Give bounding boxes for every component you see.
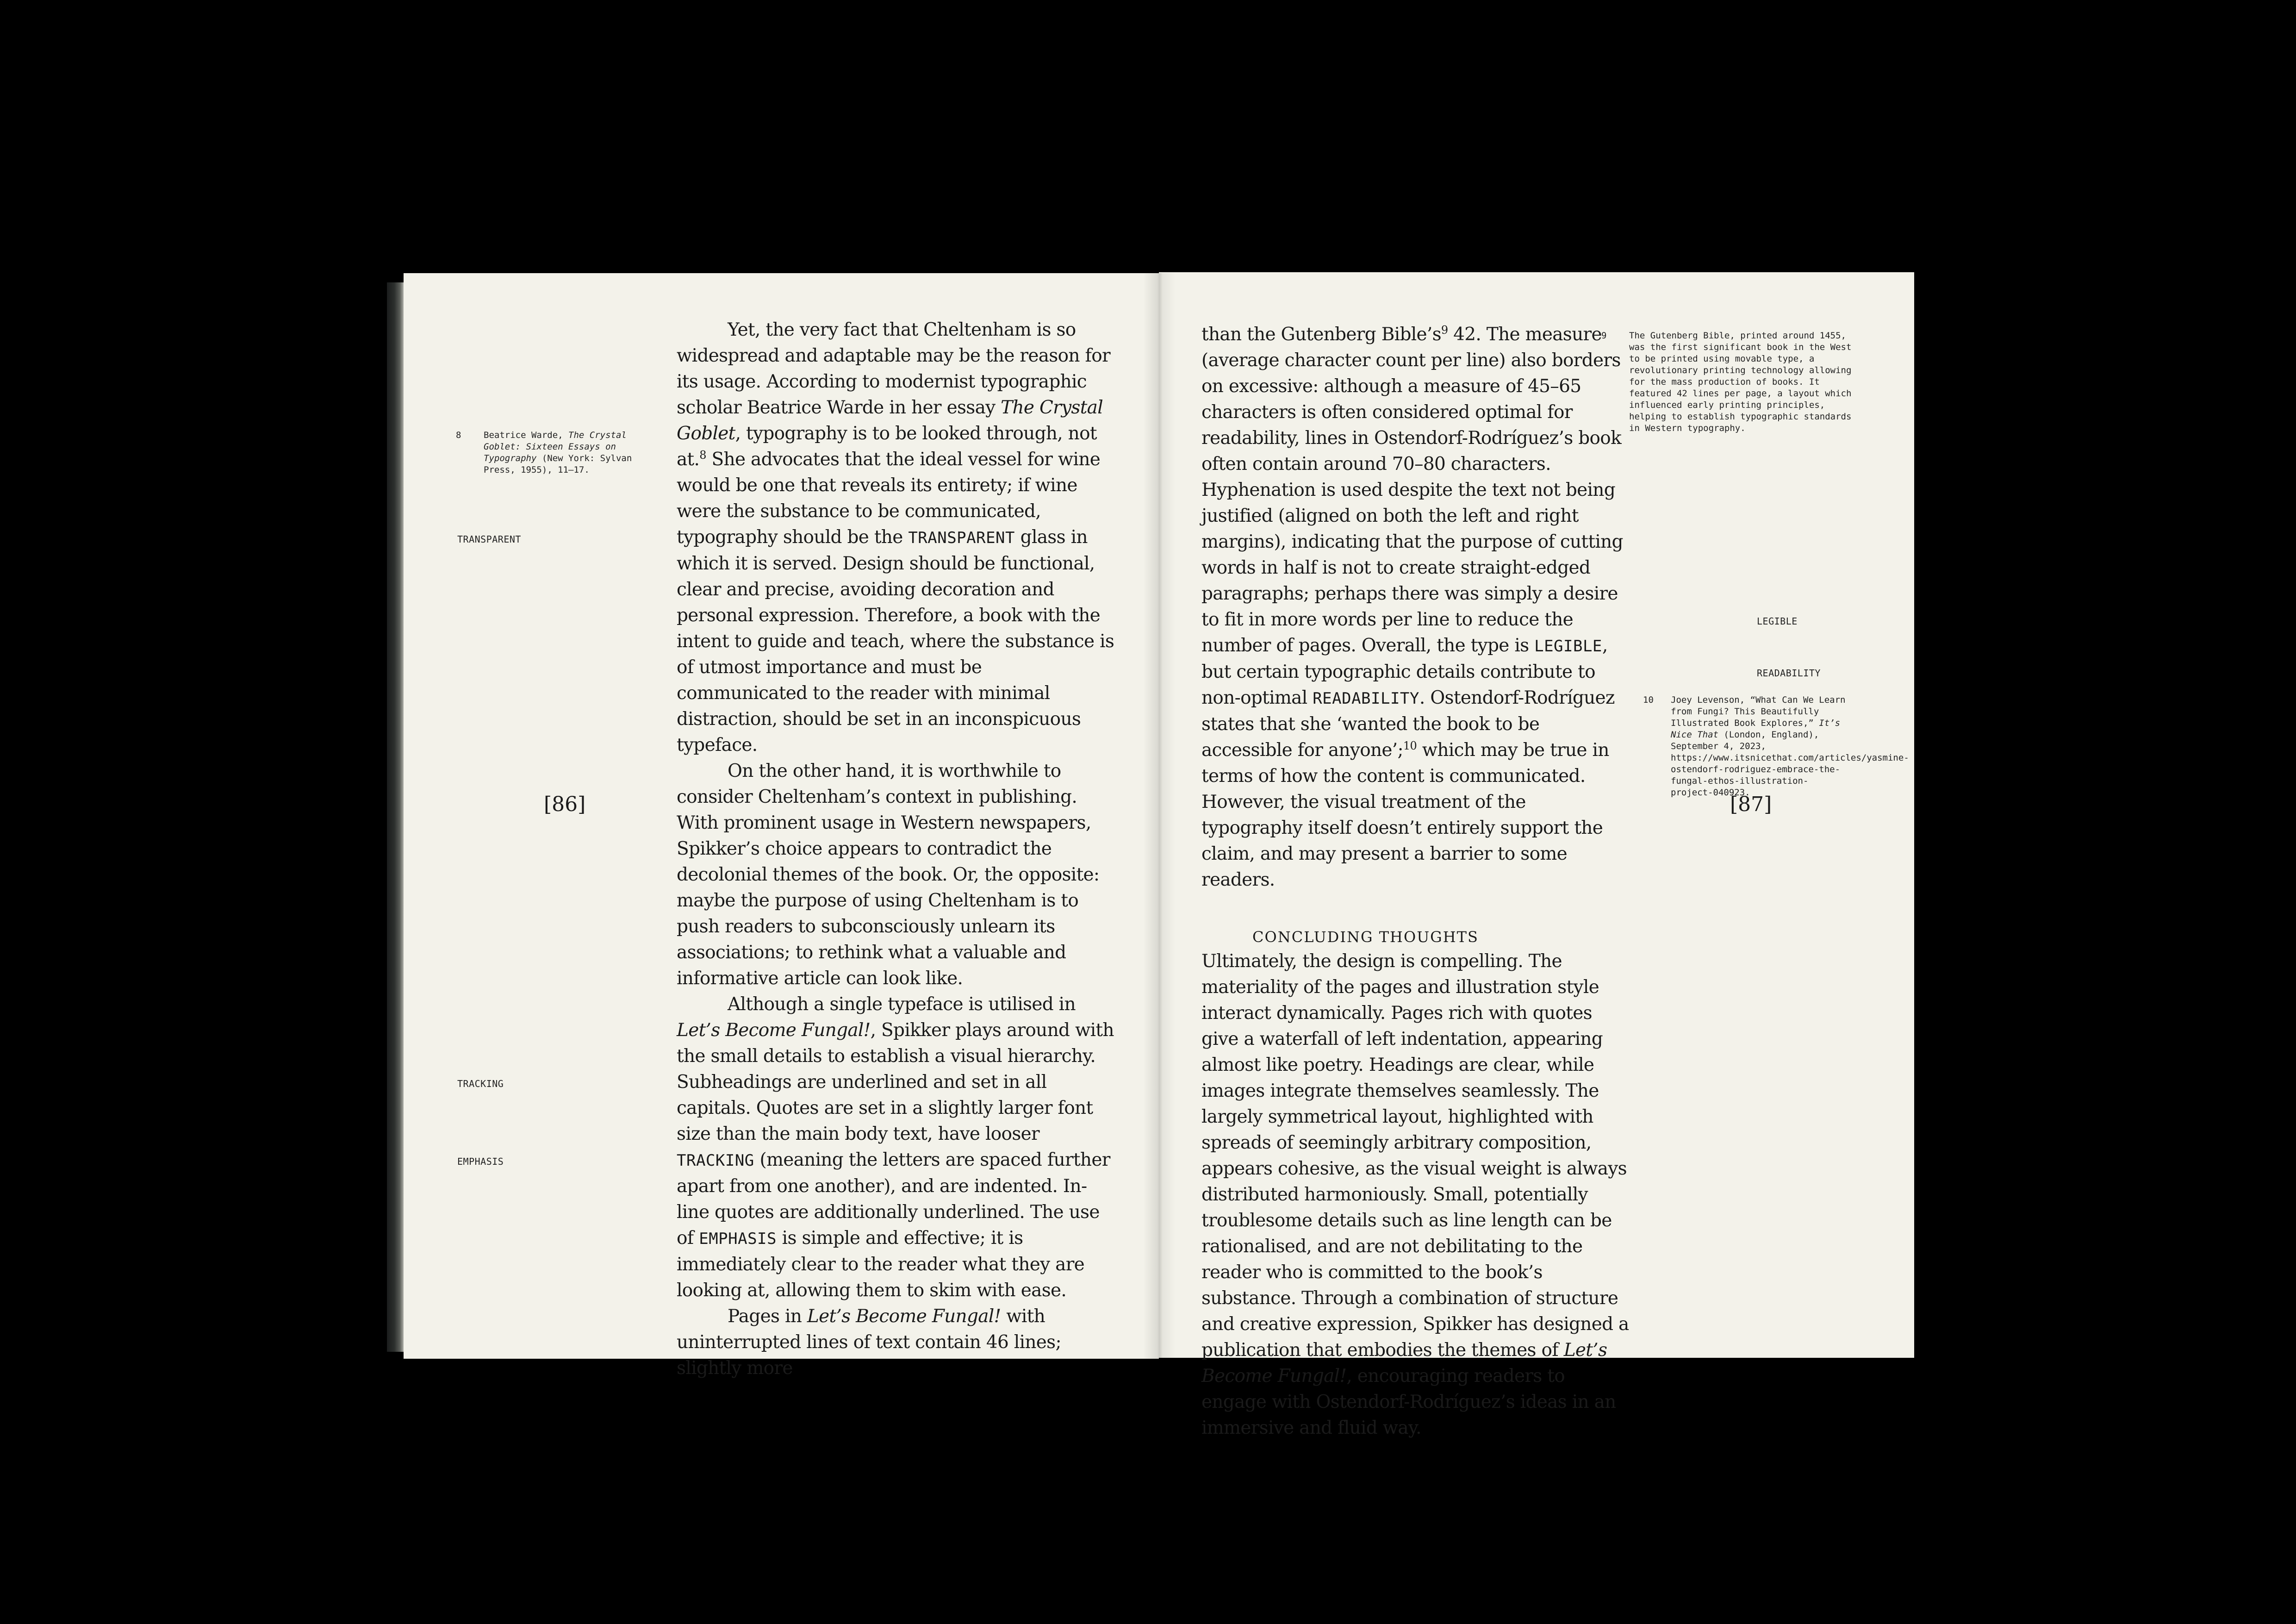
book-gutter [1143, 273, 1176, 1359]
text-run: On the other hand, it is worthwhile to consider Cheltenham’s context in publishing. With prominent usage in Western newspapers, Spikker’s choice appears to contradict the decolonial themes of the book. Or, the opposite: maybe the purpose of using Cheltenham is to push readers to subconsciously unlearn its associations; to rethink what a valuable and informative article can look like. [677, 761, 1100, 989]
footnote-9-text: The Gutenberg Bible, printed around 1455, was the first significant book in the West to be printed using movable type, a revolutionary printing technology allowing for the mass production of books. It featured 42 lines per page, a layout which influenced early printing principles, helping to establish typographic standards in Western typography. [1629, 331, 1852, 433]
paragraph [1201, 949, 1632, 1441]
book-title: Let’s Become Fungal! [1201, 1340, 1607, 1387]
essay-title: The Crystal Goblet [677, 397, 1103, 444]
text-run: with uninterrupted lines of text contain 46 lines; slightly more [677, 1306, 1061, 1379]
keyword-transparent: TRANSPARENT [908, 529, 1015, 547]
footnote-10-rest: (London, England), September 4, 2023, https://www.itsnicethat.com/articles/yasmine-ostendorf-rodriguez-embrace-the-fungal-ethos-illustration-project-040923. [1671, 730, 1909, 798]
left-body-text [677, 317, 1116, 1381]
keyword-tracking: TRACKING [677, 1151, 754, 1170]
text-run: , typography is to be looked through, not at. [677, 423, 1097, 470]
footnote-9 [1601, 330, 1856, 434]
margin-term-transparent: TRANSPARENT [457, 534, 521, 545]
text-run: is simple and effective; it is immediately clear to the reader what they are looking at, allowing them to skim with ease. [677, 1228, 1085, 1301]
text-run: Although a single typeface is utilised in [728, 994, 1076, 1015]
folio-right: [87] [1730, 793, 1772, 816]
text-run: glass in which it is served. Design should be functional, clear and precise, avoiding decoration and personal expression. Therefore, a book with the intent to guide and teach, where the substance is of utmost importance and must be communicated to the reader with minimal distraction, should be set in an inconspicuous typeface. [677, 527, 1114, 756]
footnote-8 [456, 430, 655, 476]
footnote-8-author: Beatrice Warde, [484, 430, 569, 440]
footnote-10-publication: It’s Nice That [1671, 718, 1841, 740]
footnote-8-rest: (New York: Sylvan Press, 1955), 11–17. [484, 453, 632, 475]
keyword-emphasis: EMPHASIS [699, 1230, 777, 1248]
book-block-edge [387, 282, 405, 1352]
paragraph [677, 317, 1116, 758]
footnote-8-number: 8 [456, 430, 461, 440]
footnote-ref-8: 8 [699, 449, 706, 462]
text-run: (meaning the letters are spaced further apart from one another), and are indented. In-line quotes are additionally underlined. The use of [677, 1149, 1110, 1249]
footnote-10 [1643, 694, 1909, 799]
book-title: Let’s Become Fungal! [677, 1020, 871, 1041]
text-run: than the Gutenberg Bible’s [1201, 324, 1441, 345]
paragraph [677, 992, 1116, 1304]
text-run: Pages in [728, 1306, 807, 1327]
right-body-text [1201, 322, 1632, 1441]
footnote-8-title: The Crystal Goblet: Sixteen Essays on Typography [484, 430, 627, 463]
text-run: , but certain typographic details contribute to non-optimal [1201, 635, 1608, 708]
footnote-ref-10: 10 [1403, 739, 1417, 752]
keyword-legible: LEGIBLE [1534, 637, 1602, 656]
footnote-ref-9: 9 [1441, 324, 1448, 337]
margin-term-legible: LEGIBLE [1757, 616, 1798, 627]
margin-term-tracking: TRACKING [457, 1078, 504, 1089]
footnote-10-source: Joey Levenson, “What Can We Learn from Fungi? This Beautifully Illustrated Book Explores,” [1671, 695, 1846, 728]
paragraph [677, 758, 1116, 992]
footnote-9-number: 9 [1601, 331, 1607, 341]
margin-term-emphasis: EMPHASIS [457, 1156, 504, 1167]
text-run: , Spikker plays around with the small details to establish a visual hierarchy. Subheadings are underlined and set in all capitals. Quotes are set in a slightly larger font size than the main body text, have looser [677, 1020, 1114, 1144]
text-run: She advocates that the ideal vessel for wine would be one that reveals its entirety; if wine were the substance to be communicated, typography should be the [677, 449, 1101, 548]
margin-term-readability: READABILITY [1757, 668, 1821, 679]
text-run: which may be true in terms of how the content is communicated. However, the visual treatment of the typography itself doesn’t entirely support the claim, and may present a barrier to some readers. [1201, 740, 1609, 890]
text-run: Ultimately, the design is compelling. The materiality of the pages and illustration style interact dynamically. Pages rich with quotes give a waterfall of left indentation, appearing almost like poetry. Headings are clear, while images integrate themselves seamlessly. The largely symmetrical layout, highlighted with spreads of seemingly arbitrary composition, appears cohesive, as the visual weight is always distributed harmoniously. Small, potentially troublesome details such as line length can be rationalised, and are not debilitating to the reader who is committed to the book’s substance. Through a combination of structure and creative expression, Spikker has designed a publication that embodies the themes of [1201, 951, 1629, 1361]
footnote-10-number: 10 [1643, 695, 1654, 705]
section-heading: CONCLUDING THOUGHTS [1252, 928, 1479, 946]
paragraph [1201, 322, 1632, 893]
folio-left: [86] [544, 793, 586, 816]
text-run: . Ostendorf-Rodríguez states that she ‘wanted the book to be accessible for anyone’; [1201, 687, 1615, 761]
text-run: 42. The measure (average character count per line) also borders on excessive: although a measure of 45–65 characters is often considered optimal for readability, lines in Ostendorf-Rodríguez’s book often contain around 70–80 characters. Hyphenation is used despite the text not being justified (aligned on both the left and right margins), indicating that the purpose of cutting words in half is not to create straight-edged paragraphs; perhaps there was simply a desire to fit in more words per line to reduce the number of pages. Overall, the type is [1201, 324, 1623, 656]
paragraph [677, 1304, 1116, 1381]
book-title: Let’s Become Fungal! [807, 1306, 1001, 1327]
text-run: Yet, the very fact that Cheltenham is so widespread and adaptable may be the reason for its usage. According to modernist typographic scholar Beatrice Warde in her essay [677, 319, 1110, 418]
text-run: , encouraging readers to engage with Ostendorf-Rodríguez’s ideas in an immersive and fluid way. [1201, 1366, 1616, 1438]
keyword-readability: READABILITY [1313, 689, 1419, 708]
